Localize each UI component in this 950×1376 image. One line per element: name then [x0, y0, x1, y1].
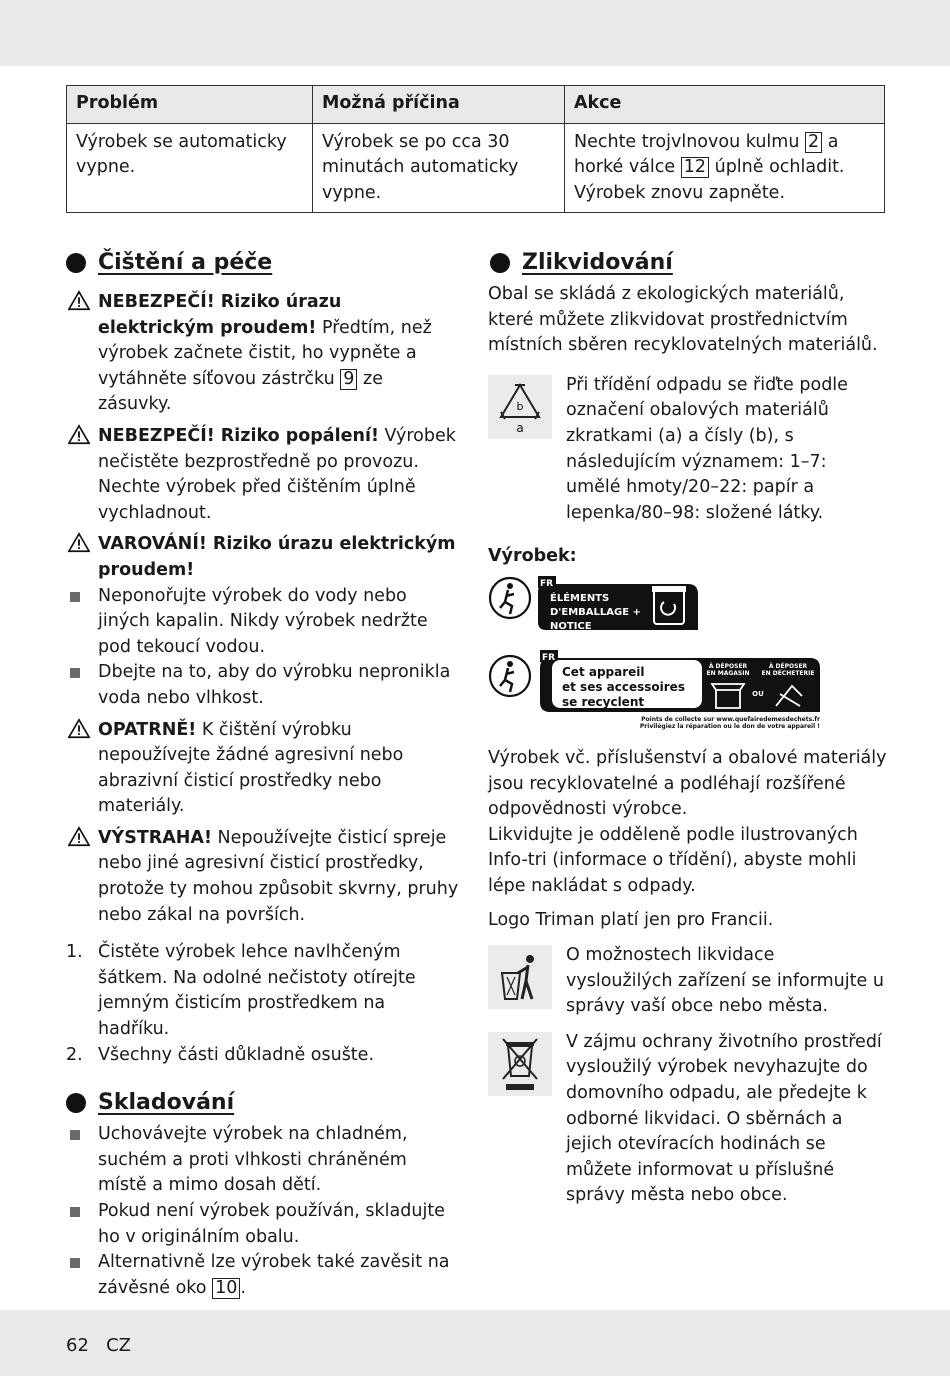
- svg-text:se recyclent: se recyclent: [562, 694, 645, 709]
- disposal-intro: Obal se skládá z ekologických materiálů, které můžete zlikvidovat prostřednictvím místních sběren recyklovatelných materiálů.: [488, 284, 878, 356]
- list-item: Uchovávejte výrobek na chladném, suchém a proti vlhkosti chráněném místě a mimo dosah dětí.: [66, 1122, 461, 1199]
- action-text-3: úplně ochladit. Výrobek znovu zapněte.: [574, 157, 845, 203]
- warning-triangle-icon: [68, 424, 90, 455]
- table-row: [67, 123, 885, 213]
- part-ref: 10: [212, 1278, 240, 1299]
- square-bullet-icon: [68, 660, 80, 687]
- bin-info: [488, 943, 888, 1020]
- alert-note: VÝSTRAHA! Nepoužívejte čisticí spreje nebo jiné agresivní čisticí prostředky, protože ty mohou způsobit skvrny, pruhy nebo zákal na površích.: [66, 826, 461, 928]
- crossed-bin-icon: [488, 1032, 552, 1096]
- bullet-dot-icon: [66, 253, 86, 273]
- caution-note: OPATRNĚ! K čištění výrobku nepoužívejte žádné agresivní nebo abrazivní čisticí prostředky nebo materiály.: [66, 718, 461, 820]
- step-item: 1. Čistěte výrobek lehce navlhčeným šátkem. Na odolné nečistoty otírejte jemným čisticím prostředkem na hadříku.: [66, 942, 416, 1040]
- svg-text:OU: OU: [752, 689, 764, 698]
- right-column: [488, 248, 888, 1209]
- footer-band: [0, 1310, 950, 1376]
- table-header-row: [67, 86, 885, 124]
- svg-text:b: b: [516, 399, 524, 413]
- svg-text:Cet appareil: Cet appareil: [562, 664, 645, 679]
- bullet-dot-icon: [66, 1093, 86, 1113]
- square-bullet-icon: [68, 584, 80, 611]
- action-text-2: a horké válce: [574, 131, 839, 178]
- disposal-text-1: Výrobek vč. příslušenství a obalové materiály jsou recyklovatelné a podléhají rozšířené odpovědnosti výrobce.: [488, 747, 887, 820]
- table-header-problem: Problém: [67, 86, 313, 124]
- svg-text:À DÉPOSER: À DÉPOSER: [708, 662, 748, 670]
- svg-text:FR: FR: [540, 578, 554, 589]
- troubleshooting-table: [66, 85, 885, 213]
- svg-text:D'EMBALLAGE +: D'EMBALLAGE +: [550, 606, 641, 618]
- triman-appliance-logo: [488, 650, 888, 732]
- warning-electric: VAROVÁNÍ! Riziko úrazu elektrickým proudem!: [66, 532, 461, 583]
- square-bullet-icon: [68, 1199, 80, 1226]
- svg-text:FR: FR: [542, 652, 556, 663]
- table-header-action: Akce: [565, 86, 885, 124]
- warning-triangle-icon: [68, 532, 90, 563]
- danger-burn: NEBEZPEČÍ! Riziko popálení! Výrobek nečistěte bezprostředně po provozu. Nechte výrobek před čištěním úplně vychladnout.: [66, 424, 461, 526]
- square-bullet-icon: [68, 1250, 80, 1277]
- list-item: Dbejte na to, aby do výrobku nepronikla voda nebo vlhkost.: [66, 660, 461, 711]
- svg-text:NOTICE: NOTICE: [550, 620, 592, 632]
- triman-packaging-logo: [488, 574, 888, 638]
- action-text-1: Nechte trojvlnovou kulmu: [574, 131, 800, 152]
- danger-electric: NEBEZPEČÍ! Riziko úrazu elektrickým proudem! Předtím, než výrobek začnete čistit, ho vypněte a vytáhněte síťovou zástrčku 9 ze zásuvky.: [66, 290, 461, 418]
- svg-text:À DÉPOSER: À DÉPOSER: [768, 662, 808, 670]
- svg-text:EN DÉCHETERIE: EN DÉCHETERIE: [761, 669, 815, 677]
- cell-action: [565, 123, 885, 213]
- recycling-info: [488, 373, 888, 527]
- svg-text:a: a: [516, 420, 524, 435]
- list-item: Alternativně lze výrobek také zavěsit na závěsné oko 10 .: [66, 1250, 461, 1301]
- part-ref: 12: [681, 157, 709, 178]
- warning-triangle-icon: [68, 290, 90, 321]
- recycle-triangle-icon: [488, 375, 552, 439]
- part-ref: 2: [805, 132, 822, 153]
- cell-cause: Výrobek se po cca 30 minutách automaticky vypne.: [313, 123, 565, 213]
- left-column: [66, 248, 461, 1301]
- warning-triangle-icon: [68, 826, 90, 857]
- cell-problem: Výrobek se automaticky vypne.: [67, 123, 313, 213]
- weee-text: V zájmu ochrany životního prostředí vysloužilý výrobek nevyhazujte do domovního odpadu, ale předejte k odborné likvidaci. O sběrnách a jejich otevíracích hodinách se můžete informovat u příslušné správy města nebo obce.: [566, 1031, 882, 1206]
- storage-heading: Skladování: [66, 1088, 461, 1118]
- svg-text:Privilégiez la réparation ou l: Privilégiez la réparation ou le don de votre appareil !: [639, 722, 820, 730]
- svg-text:EN MAGASIN: EN MAGASIN: [706, 669, 750, 677]
- header-band: [0, 0, 950, 66]
- bin-text: O možnostech likvidace vysloužilých zařízení se informujte u správy vaší obce nebo města.: [566, 945, 884, 1017]
- square-bullet-icon: [68, 1122, 80, 1149]
- bullet-dot-icon: [490, 253, 510, 273]
- disposal-text-3: Logo Triman platí jen pro Francii.: [488, 909, 774, 930]
- table-header-cause: Možná příčina: [313, 86, 565, 124]
- svg-text:ÉLÉMENTS: ÉLÉMENTS: [550, 592, 610, 604]
- cleaning-heading: Čištění a péče: [66, 248, 461, 278]
- recycling-text: Při třídění odpadu se řiďte podle označení obalových materiálů zkratkami (a) a čísly (b), s následujícím významem: 1–7: umělé hmoty/20–22: papír a lepenka/80–98: složené látky.: [566, 374, 848, 523]
- svg-text:et ses accessoires: et ses accessoires: [562, 679, 685, 694]
- trash-bin-person-icon: [488, 945, 552, 1009]
- page-footer: [66, 1333, 131, 1359]
- list-item: Neponořujte výrobek do vody nebo jiných kapalin. Nikdy výrobek nedržte pod tekoucí vodou.: [66, 584, 461, 661]
- svg-text:Points de collecte sur www.que: Points de collecte sur www.quefairedemesdechets.fr: [641, 715, 820, 723]
- disposal-text-2: Likvidujte je odděleně podle ilustrovaných Info-tri (informace o třídění), abyste mohli lépe nakládat s odpady.: [488, 824, 858, 896]
- product-label: Výrobek:: [488, 546, 577, 567]
- step-item: 2. Všechny části důkladně osušte.: [66, 1044, 375, 1065]
- page-number: 62: [66, 1335, 89, 1356]
- warning-triangle-icon: [68, 718, 90, 749]
- disposal-heading: Zlikvidování: [490, 248, 888, 278]
- part-ref: 9: [340, 369, 357, 390]
- list-item: Pokud není výrobek používán, skladujte ho v originálním obalu.: [66, 1199, 461, 1250]
- language-code: CZ: [106, 1335, 131, 1356]
- weee-info: [488, 1030, 888, 1209]
